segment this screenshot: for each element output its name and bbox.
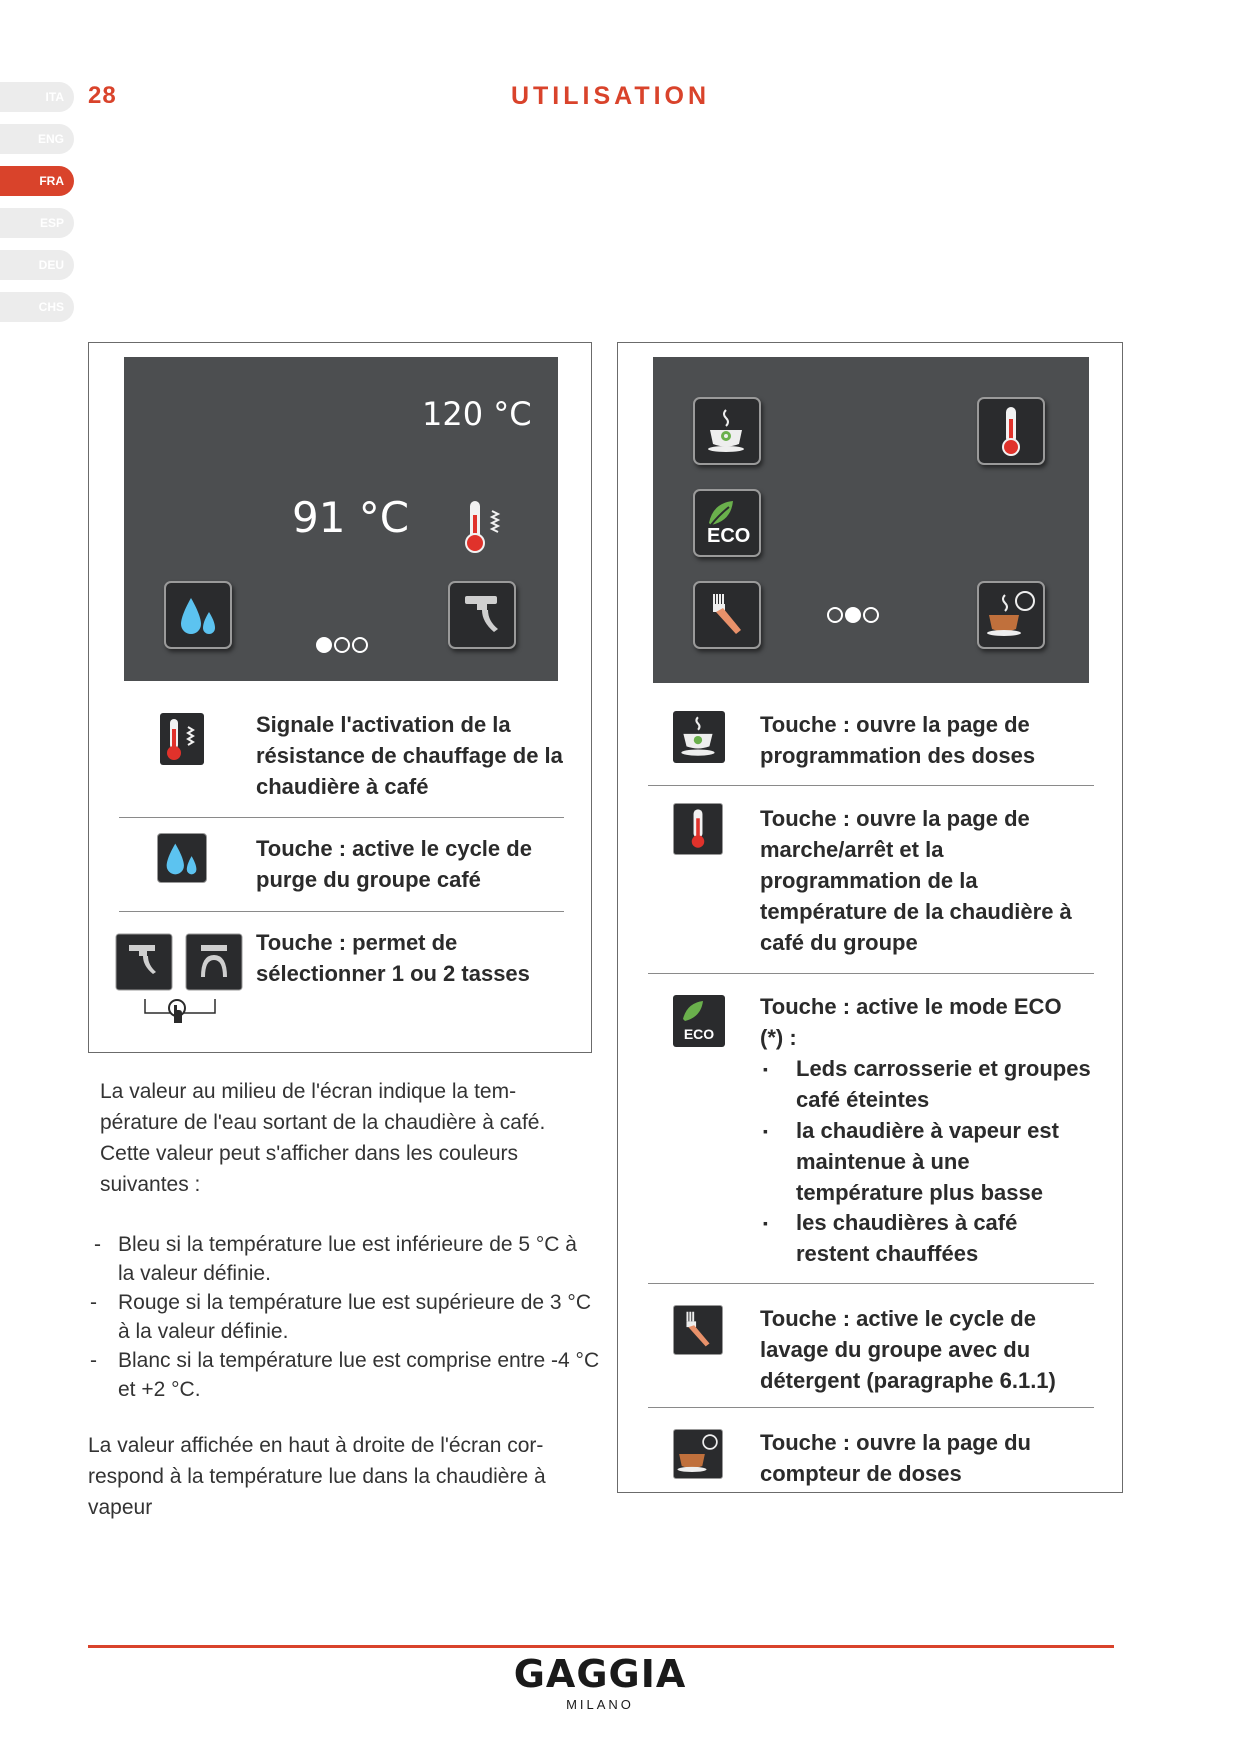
thermometer-heating-icon — [460, 497, 508, 557]
eco-label: ECO — [707, 525, 751, 547]
display-screen-page2 — [653, 357, 1089, 683]
page-dot-3 — [863, 607, 879, 623]
thermometer-icon — [991, 403, 1031, 459]
cleaning-cycle-button[interactable] — [693, 581, 761, 649]
page-dot-1 — [827, 607, 843, 623]
boiler-temperature-button[interactable] — [977, 397, 1045, 465]
cup-counter-icon — [983, 587, 1039, 643]
dose-programming-button[interactable] — [693, 397, 761, 465]
legend-doses-text: Touche : ouvre la page de programmation des doses — [760, 712, 1036, 768]
legend-eco-leaf-icon — [673, 995, 725, 1047]
steam-note-paragraph: La valeur affichée en haut à droite de l'écran cor-respond à la température lue dans la chaudière à vapeur — [88, 1434, 546, 1519]
dash: - — [90, 1291, 97, 1314]
legend-thermometer-icon — [673, 803, 723, 855]
purge-button[interactable] — [164, 581, 232, 649]
brand-logo: GAGGIA — [513, 1652, 687, 1696]
page-dot-3 — [352, 637, 368, 653]
lang-tab-deu[interactable]: DEU — [0, 250, 74, 280]
page-indicator — [316, 637, 368, 653]
water-drops-icon — [173, 590, 223, 640]
legend-cup-counter-icon — [673, 1429, 723, 1479]
color-item-white: Blanc si la température lue est comprise entre -4 °C et +2 °C. — [118, 1349, 600, 1401]
color-item-red: Rouge si la température lue est supérieure de 3 °C à la valeur définie. — [118, 1291, 591, 1343]
legend-cup-select-icon — [115, 933, 245, 1033]
page-dot-2 — [845, 607, 861, 623]
lang-tab-ita[interactable]: ITA — [0, 82, 74, 112]
lang-tab-esp[interactable]: ESP — [0, 208, 74, 238]
divider — [648, 973, 1094, 974]
color-item-blue: Bleu si la température lue est inférieure de 5 °C à la valeur définie. — [118, 1233, 577, 1285]
footer-rule — [88, 1645, 1114, 1648]
dose-counter-button[interactable] — [977, 581, 1045, 649]
group-single-cup-icon — [457, 590, 507, 640]
legend-eco-bullet-1: Leds carrosserie et groupes café éteintes — [796, 1056, 1091, 1112]
legend-temperature-text: Touche : ouvre la page de marche/arrêt et la programmation de la température de la chaudière à café du groupe — [760, 806, 1072, 955]
section-title: UTILISATION — [510, 82, 711, 110]
legend-cups-text: Touche : permet de sélectionner 1 ou 2 tasses — [256, 930, 530, 986]
divider — [648, 1283, 1094, 1284]
legend-water-drops-icon — [157, 833, 207, 883]
bullet: ▪ — [763, 1123, 768, 1139]
lang-tab-fra[interactable]: FRA — [0, 166, 74, 196]
cup-select-button[interactable] — [448, 581, 516, 649]
divider — [119, 911, 564, 912]
legend-cleaning-text: Touche : active le cycle de lavage du groupe avec du détergent (paragraphe 6.1.1) — [760, 1306, 1056, 1393]
lang-tab-eng[interactable]: ENG — [0, 124, 74, 154]
legend-counter-text: Touche : ouvre la page du compteur de doses — [760, 1430, 1031, 1486]
legend-eco-intro: Touche : active le mode ECO (*) : — [760, 994, 1062, 1050]
coffee-temperature: 91 °C — [292, 493, 410, 542]
legend-purge-text: Touche : active le cycle de purge du groupe café — [256, 836, 532, 892]
legend-eco-bullet-3: les chaudières à café restent chauffées — [796, 1210, 1018, 1266]
divider — [648, 1407, 1094, 1408]
coffee-settings-icon — [702, 406, 752, 456]
lang-tab-chs[interactable]: CHS — [0, 292, 74, 322]
legend-heating-text: Signale l'activation de la résistance de chauffage de la chaudière à café — [256, 712, 563, 799]
brand-subtitle: MILANO — [566, 1697, 634, 1712]
steam-temperature: 120 °C — [422, 395, 532, 433]
page-dot-2 — [334, 637, 350, 653]
svg-text:ECO: ECO — [683, 1026, 715, 1042]
brush-cleaning-icon — [702, 590, 752, 640]
legend-brush-cleaning-icon — [673, 1305, 723, 1355]
legend-eco-bullet-2: la chaudière à vapeur est maintenue à une température plus basse — [796, 1118, 1059, 1205]
display-screen-page1 — [124, 357, 558, 681]
dash: - — [94, 1233, 101, 1256]
dash: - — [90, 1349, 97, 1372]
intro-paragraph: La valeur au milieu de l'écran indique la tem-pérature de l'eau sortant de la chaudière à café. Cette valeur peut s'afficher dans les couleurs suivantes : — [100, 1080, 546, 1196]
legend-coffee-settings-icon — [673, 711, 725, 763]
left-panel — [88, 342, 592, 1053]
divider — [648, 785, 1094, 786]
page-indicator — [827, 607, 879, 623]
bullet: ▪ — [763, 1215, 768, 1231]
right-panel — [617, 342, 1123, 1493]
legend-thermometer-heating-icon — [160, 713, 204, 765]
page-number: 28 — [88, 82, 117, 109]
divider — [119, 817, 564, 818]
page-dot-1 — [316, 637, 332, 653]
bullet: ▪ — [763, 1061, 768, 1077]
